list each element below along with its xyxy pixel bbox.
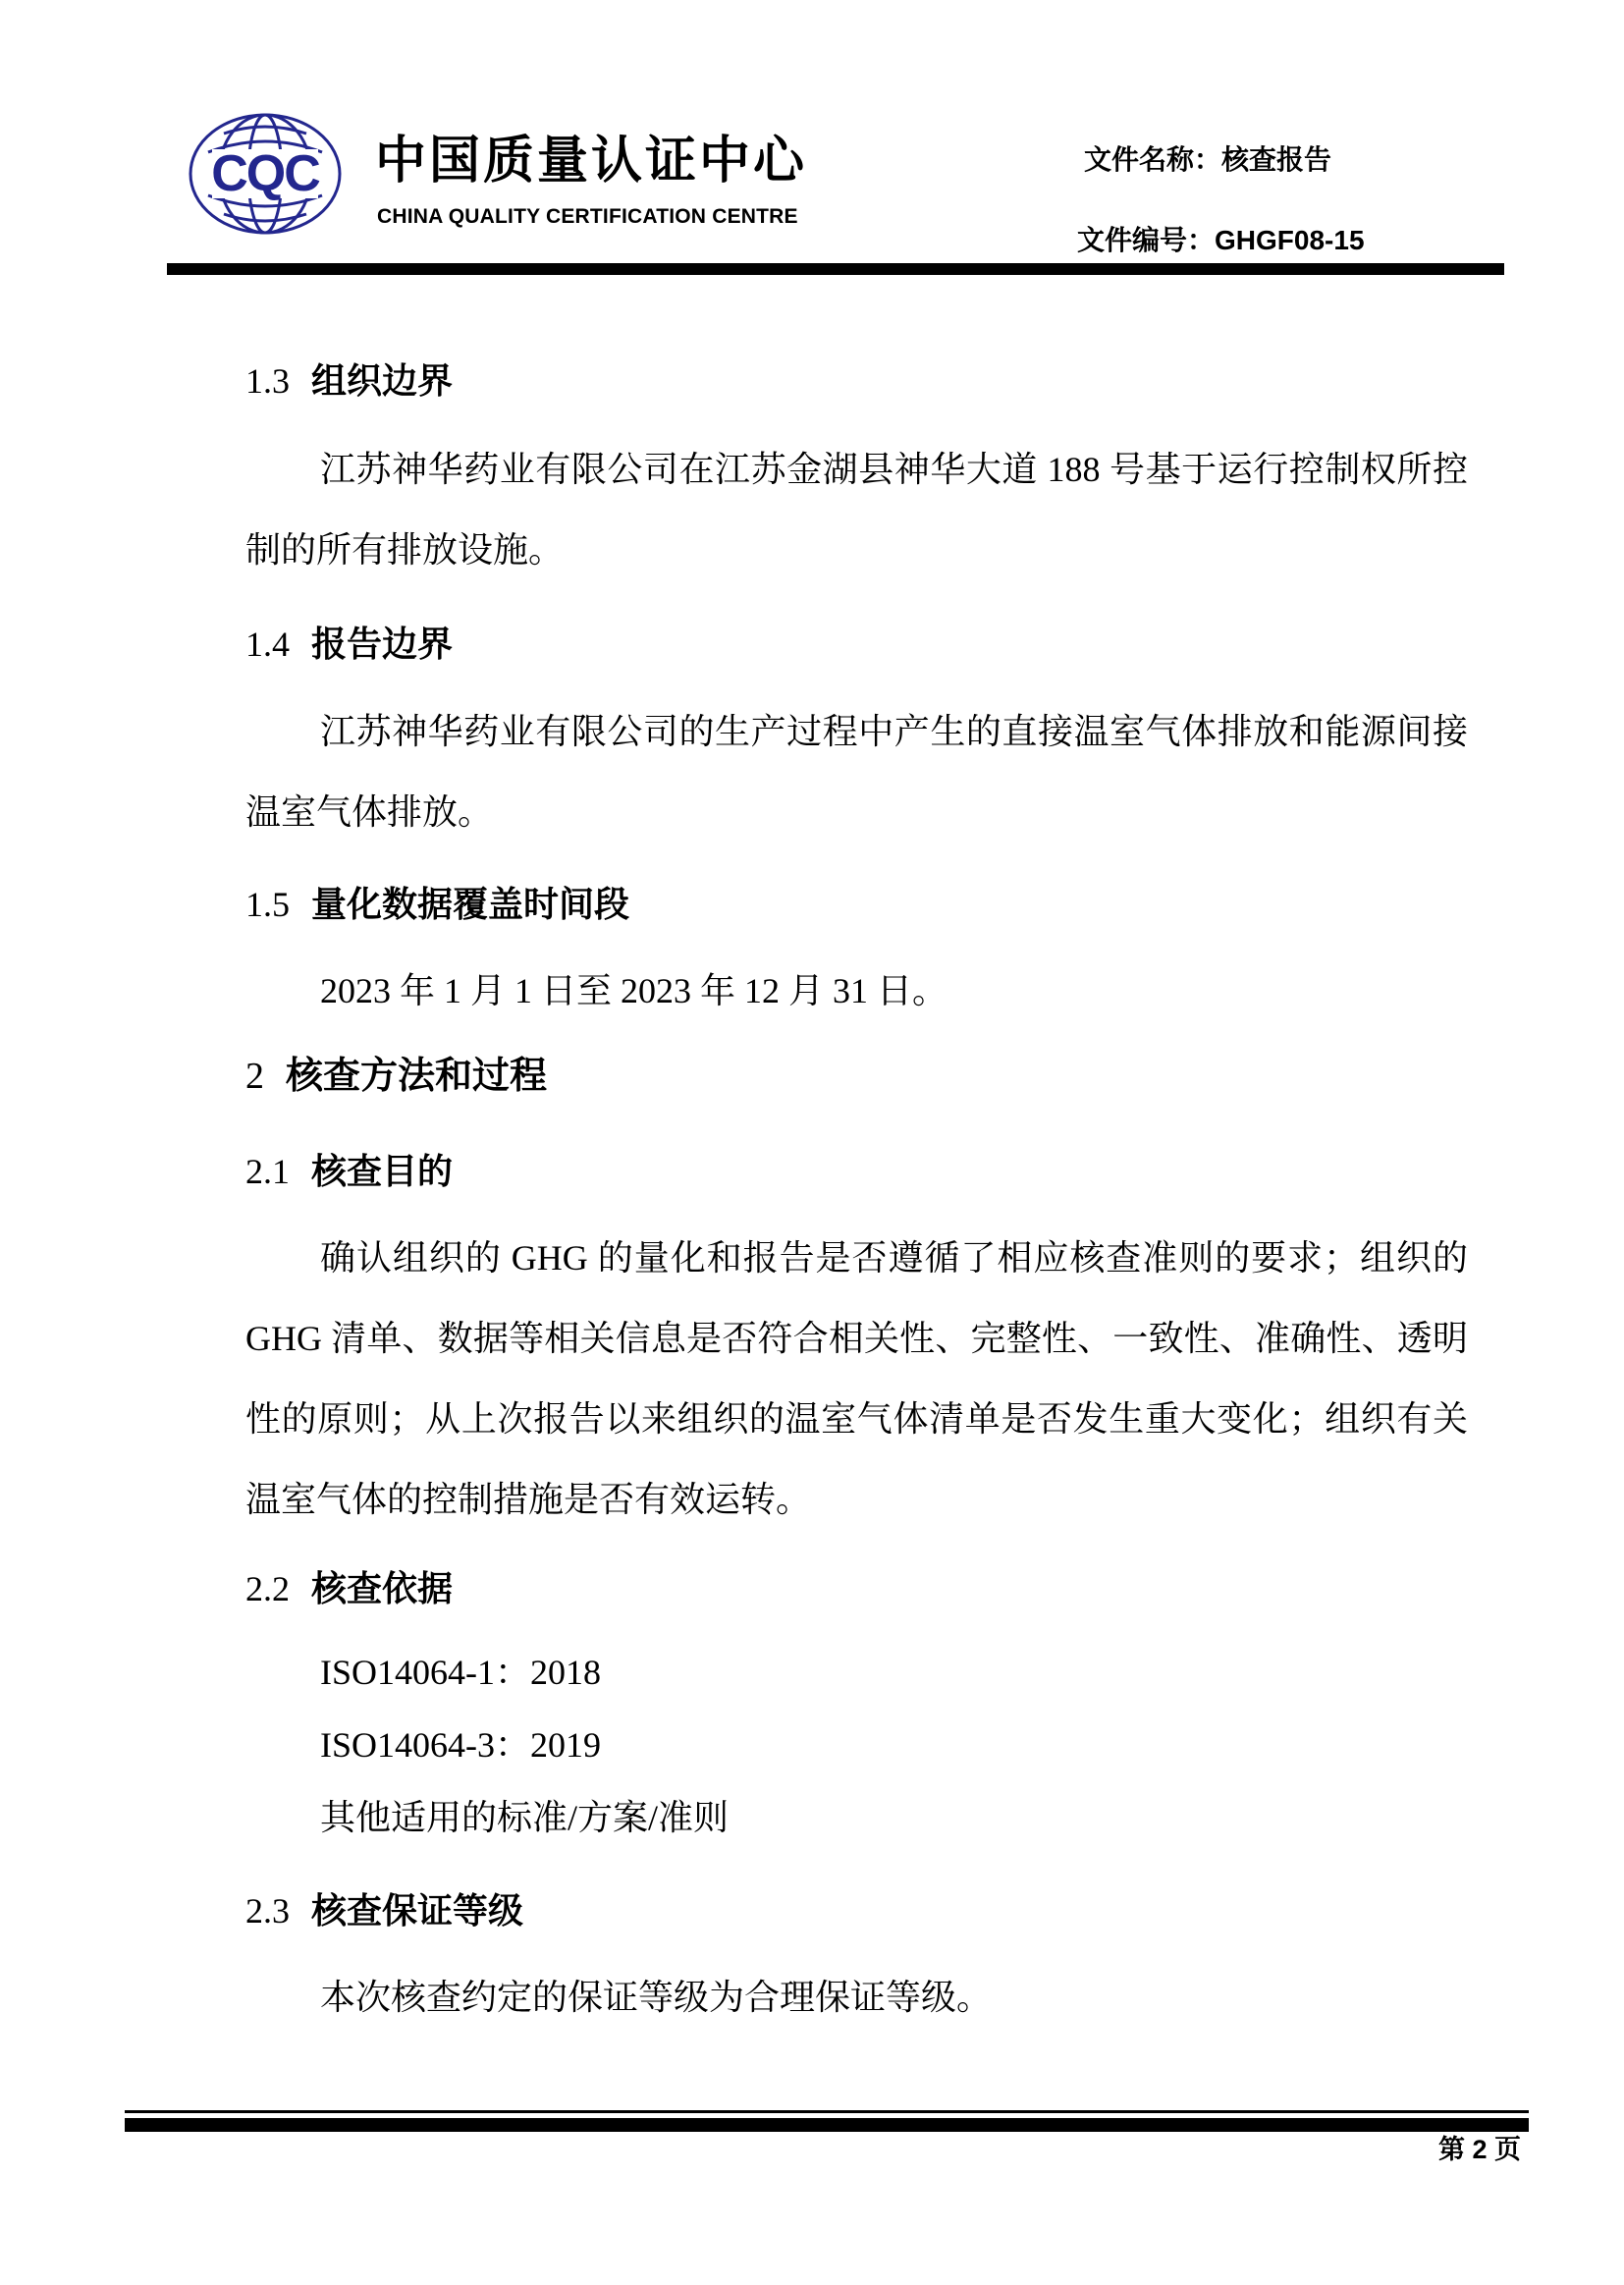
heading-number: 2.2: [245, 1569, 290, 1608]
heading-number: 2.3: [245, 1891, 290, 1931]
org-name-english: CHINA QUALITY CERTIFICATION CENTRE: [377, 205, 798, 228]
doc-number-label: 文件编号：: [1077, 225, 1216, 255]
doc-name-field: [1084, 143, 1331, 177]
heading-title: 核查目的: [311, 1151, 454, 1191]
section-heading-2.3: [245, 1889, 1468, 1932]
section-heading-2.2: [245, 1567, 1468, 1610]
list-item: 其他适用的标准/方案/准则: [320, 1798, 730, 1837]
section-heading-2: [245, 1055, 1468, 1098]
paragraph: 江苏神华药业有限公司的生产过程中产生的直接温室气体排放和能源间接温室气体排放。: [245, 712, 1468, 832]
doc-number-value: GHGF08-15: [1215, 225, 1365, 255]
doc-number-field: [1077, 224, 1365, 257]
cqc-globe-logo-icon: [187, 112, 344, 236]
list-item: ISO14064-1：2018: [320, 1653, 601, 1692]
paragraph: 2023 年 1 月 1 日至 2023 年 12 月 31 日。: [320, 971, 948, 1010]
doc-name-label: 文件名称：: [1084, 144, 1222, 175]
page-number: 第 2 页: [1437, 2135, 1521, 2164]
paragraph: 确认组织的 GHG 的量化和报告是否遵循了相应核查准则的要求；组织的 GHG 清单、数据等相关信息是否符合相关性、完整性、一致性、准确性、透明性的原则；从上次报告以来组织的温室气体清单是否发生重大变化；组织有关温室气体的控制措施是否有效运转。: [245, 1238, 1468, 1519]
heading-number: 2.1: [245, 1152, 290, 1191]
heading-title: 量化数据覆盖时间段: [311, 884, 630, 924]
list-item: ISO14064-3：2019: [320, 1725, 601, 1765]
section-heading-2.1: [245, 1150, 1468, 1193]
header-rule: [167, 263, 1504, 275]
section-heading-1.5: [245, 883, 1468, 926]
heading-number: 1.5: [245, 885, 290, 924]
reference-list: [245, 1636, 1468, 1854]
doc-name-value: 核查报告: [1221, 144, 1332, 175]
heading-title: 组织边界: [311, 360, 454, 401]
section-heading-1.4: [245, 623, 1468, 666]
logo-acronym: CQC: [211, 145, 319, 202]
heading-number: 2: [245, 1056, 264, 1097]
section-heading-1.3: [245, 359, 1468, 403]
heading-title: 核查保证等级: [311, 1890, 524, 1931]
footer-rule-thick: [125, 2118, 1529, 2132]
footer-rule-thin: [125, 2110, 1529, 2113]
heading-title: 核查依据: [311, 1568, 454, 1608]
paragraph: 本次核查约定的保证等级为合理保证等级。: [320, 1978, 993, 2017]
heading-title: 核查方法和过程: [286, 1056, 548, 1097]
org-name-chinese: 中国质量认证中心: [375, 133, 808, 190]
heading-title: 报告边界: [311, 624, 454, 664]
paragraph: 江苏神华药业有限公司在江苏金湖县神华大道 188 号基于运行控制权所控制的所有排放设施。: [245, 450, 1468, 570]
heading-number: 1.3: [245, 361, 290, 401]
heading-number: 1.4: [245, 625, 290, 664]
